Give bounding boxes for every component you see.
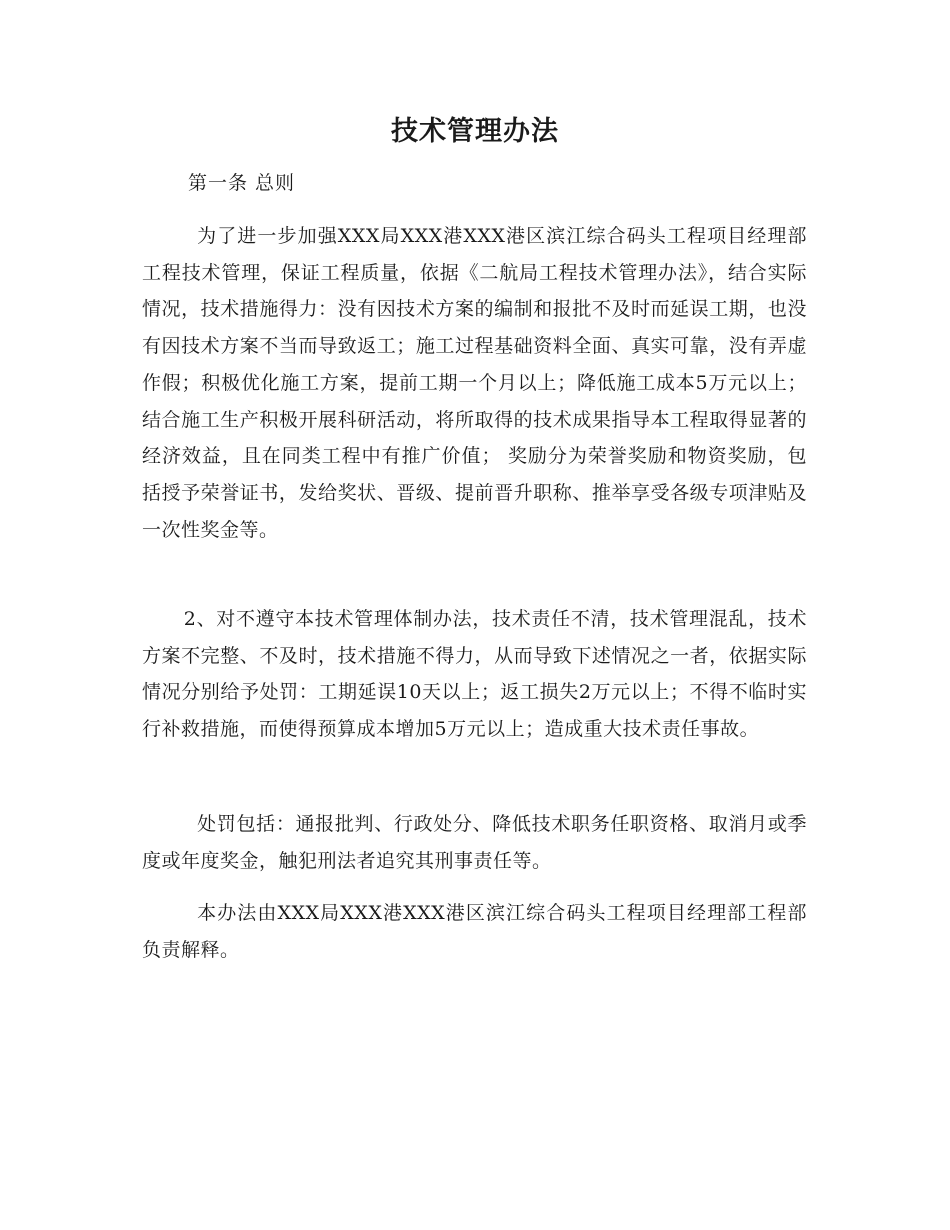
paragraph-general-provisions: 为了进一步加强XXX局XXX港XXX港区滨江综合码头工程项目经理部工程技术管理，保证工程质量，依据《二航局工程技术管理办法》，结合实际情况，技术措施得力：没有因技术方案的编制和报批不及时而延误工期，也没有因技术方案不当而导致返工；施工过程基础资料全面、真实可靠，没有弄虚作假；积极优化施工方案，提前工期一个月以上；降低施工成本5万元以上；结合施工生产积极开展科研活动，将所取得的技术成果指导本工程取得显著的经济效益，且在同类工程中有推广价值； 奖励分为荣誉奖励和物资奖励，包括授予荣誉证书，发给奖状、晋级、提前晋升职称、推举享受各级专项津贴及一次性奖金等。 [142,225,807,541]
paragraph-penalty-types: 处罚包括：通报批判、行政处分、降低技术职务任职资格、取消月或季度或年度奖金，触犯刑法者追究其刑事责任等。 [142,813,807,872]
paragraph-penalty-conditions: 2、对不遵守本技术管理体制办法，技术责任不清，技术管理混乱，技术方案不完整、不及时，技术措施不得力，从而导致下述情况之一者，依据实际情况分别给予处罚：工期延误10天以上；返工损失2万元以上；不得不临时实行补救措施，而使得预算成本增加5万元以上；造成重大技术责任事故。 [142,608,807,741]
paragraph-interpretation: 本办法由XXX局XXX港XXX港区滨江综合码头工程项目经理部工程部负责解释。 [142,902,807,961]
document-title: 技术管理办法 [391,116,559,147]
section-heading: 第一条 总则 [188,172,296,194]
